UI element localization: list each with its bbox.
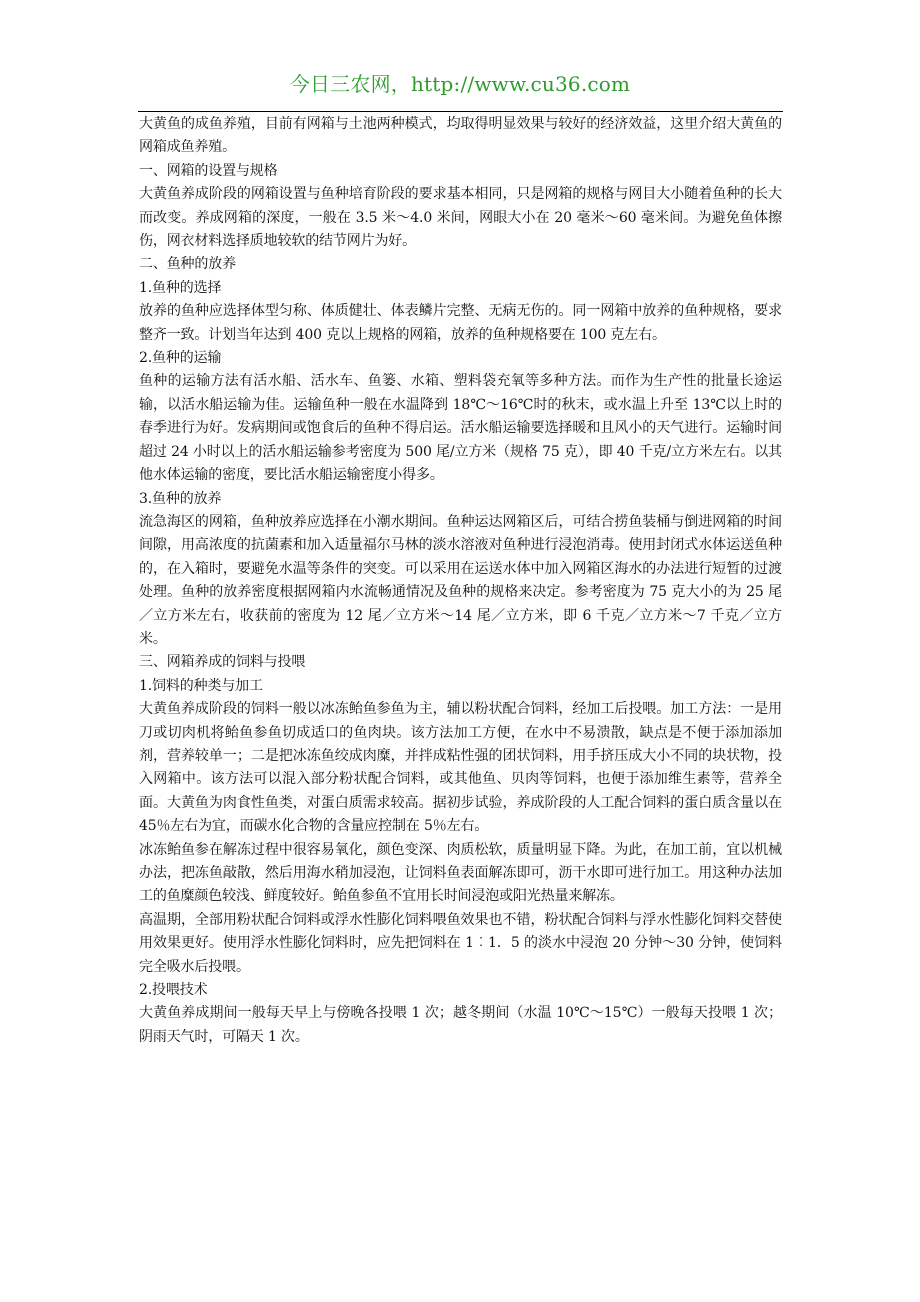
body-paragraph: 鱼种的运输方法有活水船、活水车、鱼篓、水箱、塑料袋充氧等多种方法。而作为生产性的批量长途运输，以活水船运输为佳。运输鱼种一般在水温降到 18℃～16℃时的秋末，或水温上升至 13℃以上时的春季进行为好。发病期间或饱食后的鱼种不得启运。活水船运输要选择暖和且风小的天气进行。运输时间超过 24 小时以上的活水船运输参考密度为 500 尾/立方米（规格 75 克），即 40 千克/立方米左右。以其他水体运输的密度，要比活水船运输密度小得多。 xyxy=(139,373,782,484)
body-paragraph: 高温期，全部用粉状配合饲料或浮水性膨化饲料喂鱼效果也不错，粉状配合饲料与浮水性膨化饲料交替使用效果更好。使用浮水性膨化饲料时，应先把饲料在 1︰1．5 的淡水中浸泡 20 分钟～30 分钟，使饲料完全吸水后投喂。 xyxy=(139,911,782,975)
site-header: 今日三农网，http://www.cu36.com xyxy=(289,72,631,96)
body-paragraph: 冰冻鲐鱼参在解冻过程中很容易氧化，颜色变深、肉质松软，质量明显下降。为此，在加工前，宜以机械办法，把冻鱼敲散，然后用海水稍加浸泡，让饲料鱼表面解冻即可，沥干水即可进行加工。用这种办法加工的鱼糜颜色较浅、鲜度较好。鲐鱼参鱼不宜用长时间浸泡或阳光热量来解冻。 xyxy=(139,841,782,905)
header-divider xyxy=(138,111,783,112)
body-paragraph: 放养的鱼种应选择体型匀称、体质健壮、体表鳞片完整、无病无伤的。同一网箱中放养的鱼种规格，要求整齐一致。计划当年达到 400 克以上规格的网箱，放养的鱼种规格要在 100 克左右。 xyxy=(139,303,782,343)
body-paragraph: 大黄鱼养成阶段的网箱设置与鱼种培育阶段的要求基本相同，只是网箱的规格与网目大小随着鱼种的长大而改变。养成网箱的深度，一般在 3.5 米～4.0 米间，网眼大小在 20 毫米～60 毫米间。为避免鱼体擦伤，网衣材料选择质地较软的结节网片为好。 xyxy=(139,186,782,250)
body-paragraph: 流急海区的网箱，鱼种放养应选择在小潮水期间。鱼种运达网箱区后，可结合捞鱼装桶与倒进网箱的时间间隙，用高浓度的抗菌素和加入适量福尔马林的淡水溶液对鱼种进行浸泡消毒。使用封闭式水体运送鱼种的，在入箱时，要避免水温等条件的突变。可以采用在运送水体中加入网箱区海水的办法进行短暂的过渡处理。鱼种的放养密度根据网箱内水流畅通情况及鱼种的规格来决定。参考密度为 75 克大小的为 25 尾／立方米左右，收获前的密度为 12 尾／立方米～14 尾／立方米，即 6 千克／立方米～7 千克／立方米。 xyxy=(139,513,782,647)
subsection-heading: 1.饲料的种类与加工 xyxy=(139,677,263,694)
subsection-heading: 2.鱼种的运输 xyxy=(139,350,222,367)
intro-paragraph: 大黄鱼的成鱼养殖，目前有网箱与土池两种模式，均取得明显效果与较好的经济效益，这里介绍大黄鱼的网箱成鱼养殖。 xyxy=(139,116,782,156)
subsection-heading: 2.投喂技术 xyxy=(139,982,208,999)
section-heading: 一、网箱的设置与规格 xyxy=(139,162,278,179)
body-paragraph: 大黄鱼养成期间一般每天早上与傍晚各投喂 1 次；越冬期间（水温 10℃～15℃）一般每天投喂 1 次；阴雨天气时，可隔天 1 次。 xyxy=(139,1005,782,1045)
section-heading: 三、网箱养成的饲料与投喂 xyxy=(139,654,306,671)
body-paragraph: 大黄鱼养成阶段的饲料一般以冰冻鲐鱼参鱼为主，辅以粉状配合饲料，经加工后投喂。加工方法：一是用刀或切肉机将鲐鱼参鱼切成适口的鱼肉块。该方法加工方便，在水中不易溃散，缺点是不便于添加添加剂，营养较单一；二是把冰冻鱼绞成肉糜，并拌成粘性强的团状饲料，用手挤压成大小不同的块状物，投入网箱中。该方法可以混入部分粉状配合饲料，或其他鱼、贝肉等饲料，也便于添加维生素等，营养全面。大黄鱼为肉食性鱼类，对蛋白质需求较高。据初步试验，养成阶段的人工配合饲料的蛋白质含量以在 45％左右为宜，而碳水化合物的含量应控制在 5％左右。 xyxy=(139,701,782,835)
section-heading: 二、鱼种的放养 xyxy=(139,256,236,273)
subsection-heading: 1.鱼种的选择 xyxy=(139,279,222,296)
subsection-heading: 3.鱼种的放养 xyxy=(139,490,222,507)
article-body xyxy=(139,113,782,1049)
